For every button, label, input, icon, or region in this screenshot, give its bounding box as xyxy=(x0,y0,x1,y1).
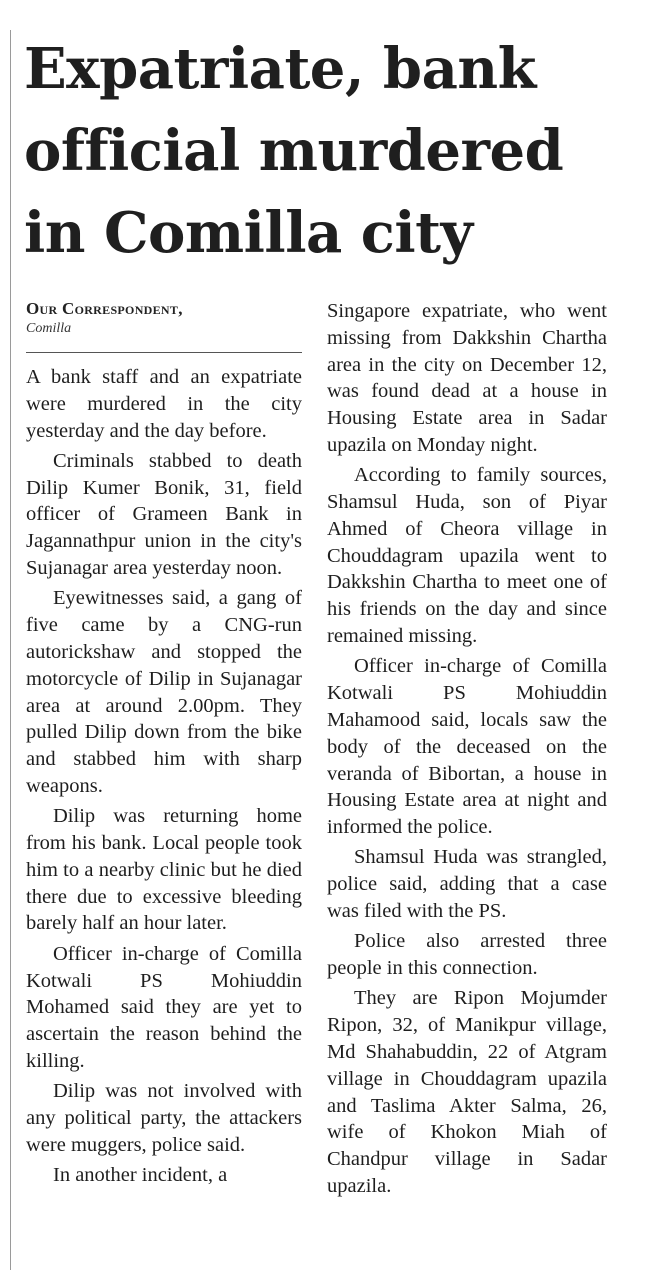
byline-place: Comilla xyxy=(26,321,72,336)
byline xyxy=(26,298,302,338)
paragraph: Criminals stabbed to death Dilip Kumer Bonik, 31, field officer of Grameen Bank in Jagannathpur union in the city's Sujanagar area yesterday noon. xyxy=(26,449,302,580)
headline-line: in Comilla city xyxy=(24,200,473,266)
paragraph: A bank staff and an expatriate were murdered in the city yesterday and the day before. xyxy=(26,366,302,442)
paragraph: Officer in-charge of Comilla Kotwali PS Mohiuddin Mohamed said they are yet to ascertain the reason behind the killing. xyxy=(26,942,302,1072)
byline-name: Our Correspondent, xyxy=(26,299,183,318)
headline-line: Expatriate, bank xyxy=(24,36,536,102)
column-divider-rule xyxy=(10,30,11,1270)
paragraph: Eyewitnesses said, a gang of five came by a CNG-run autorickshaw and stopped the motorcycle of Dilip in Sujanagar area at around 2.00pm. They pulled Dilip down from the bike and stabbed him with sharp weapons. xyxy=(26,587,302,797)
paragraph: Officer in-charge of Comilla Kotwali PS Mohiuddin Mahamood said, locals saw the body of the deceased on the veranda of Bibortan, a house in Housing Estate area at night and informed the police. xyxy=(327,655,607,839)
paragraph: In another incident, a xyxy=(53,1164,228,1187)
paragraph: Dilip was returning home from his bank. Local people took him to a nearby clinic but he died there due to excessive bleeding barely half an hour later. xyxy=(26,805,302,935)
article-column-2 xyxy=(327,298,607,1203)
headline xyxy=(24,28,644,274)
article-column-1 xyxy=(26,364,302,1192)
paragraph: According to family sources, Shamsul Huda, son of Piyar Ahmed of Cheora village in Chouddagram upazila went to Dakkshin Chartha to meet one of his friends on the day and since remained missing. xyxy=(327,464,607,648)
paragraph: They are Ripon Mojumder Ripon, 32, of Manikpur village, Md Shahabuddin, 22 of Atgram village in Chouddagram upazila and Taslima Akter Salma, 26, wife of Khokon Miah of Chandpur village in Sadar upazila. xyxy=(327,987,607,1197)
paragraph: Shamsul Huda was strangled, police said, adding that a case was filed with the PS. xyxy=(327,846,607,923)
paragraph: Police also arrested three people in this connection. xyxy=(327,930,607,980)
headline-line: official murdered xyxy=(24,118,564,184)
byline-rule xyxy=(26,352,302,353)
paragraph: Singapore expatriate, who went missing from Dakkshin Chartha area in the city on December 12, was found dead at a house in Housing Estate area in Sadar upazila on Monday night. xyxy=(327,300,607,456)
paragraph: Dilip was not involved with any political party, the attackers were muggers, police said. xyxy=(26,1080,302,1156)
